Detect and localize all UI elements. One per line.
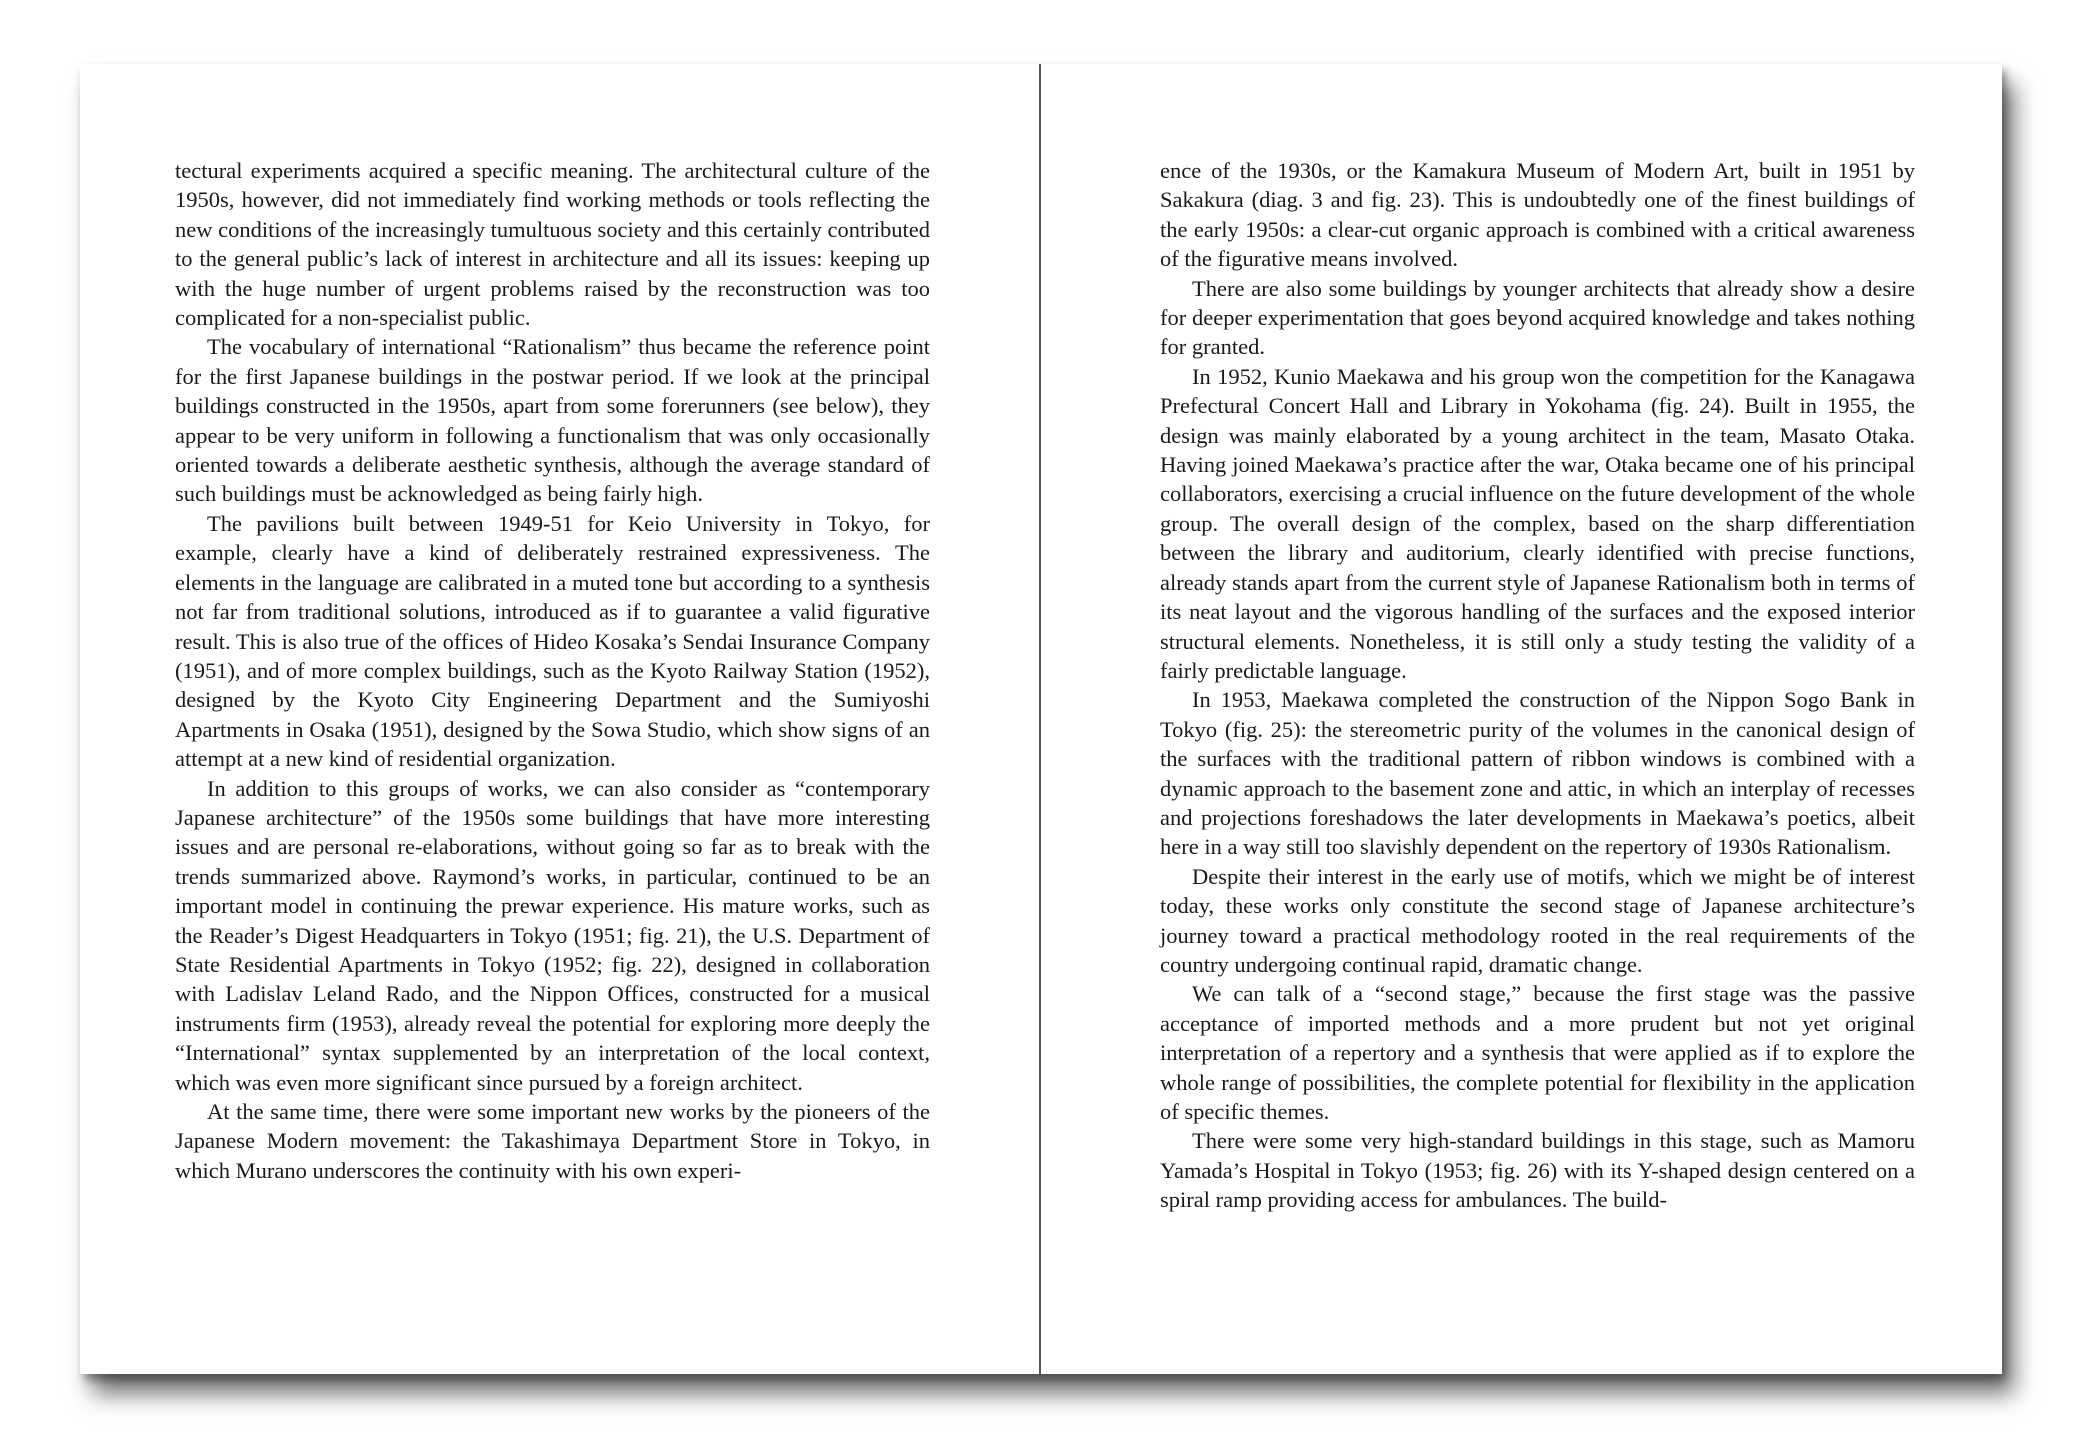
left-paragraph-3: The pavilions built between 1949-51 for Keio University in Tokyo, for example, clearly have a kind of deliberately restrained expressiveness. The elements in the language are calibrated in a muted tone but according to a synthesis not far from traditional solutions, introduced as if to guarantee a valid figurative result. This is also true of the offices of Hideo Kosaka’s Sendai Insurance Company (1951), and of more complex buildings, such as the Kyoto Railway Station (1952), designed by the Kyoto City Engineering Department and the Sumiyoshi Apartments in Osaka (1951), designed by the Sowa Studio, which show signs of an attempt at a new kind of residential organization. xyxy=(175,510,930,772)
book-spread xyxy=(80,64,2002,1374)
left-page xyxy=(175,156,930,1185)
left-paragraph-2: The vocabulary of international “Rationalism” thus became the reference point for the first Japanese buildings in the postwar period. If we look at the principal buildings constructed in the 1950s, apart from some forerunners (see below), they appear to be very uniform in following a functionalism that was only occasionally oriented towards a deliberate aesthetic synthesis, although the average standard of such buildings must be acknowledged as being fairly high. xyxy=(175,334,930,507)
right-paragraph-6: We can talk of a “second stage,” because the first stage was the passive acceptance of imported methods and a more prudent but not yet original interpretation of a repertory and a synthesis that were applied as if to explore the whole range of possibilities, the complete potential for flexibility in the application of specific themes. xyxy=(1160,981,1915,1124)
right-paragraph-2: There are also some buildings by younger architects that already show a desire for deeper experimentation that goes beyond acquired knowledge and takes nothing for granted. xyxy=(1160,275,1915,360)
page-gutter xyxy=(1039,64,1041,1374)
left-paragraph-1: tectural experiments acquired a specific meaning. The architectural culture of the 1950s, however, did not immediately find working methods or tools reflecting the new conditions of the increasingly tumultuous society and this certainly contributed to the general public’s lack of interest in architecture and all its issues: keeping up with the huge number of urgent problems raised by the reconstruction was too complicated for a non-specialist public. xyxy=(175,158,930,331)
left-paragraph-5: At the same time, there were some important new works by the pioneers of the Japanese Modern movement: the Takashimaya Department Store in Tokyo, in which Murano underscores the continuity with his own experi- xyxy=(175,1099,930,1183)
right-paragraph-5: Despite their interest in the early use of motifs, which we might be of interest today, these works only constitute the second stage of Japanese architecture’s journey toward a practical methodology rooted in the real requirements of the country undergoing continual rapid, dramatic change. xyxy=(1160,863,1915,977)
right-paragraph-1: ence of the 1930s, or the Kamakura Museum of Modern Art, built in 1951 by Sakakura (diag. 3 and fig. 23). This is undoubtedly one of the finest buildings of the early 1950s: a clear-cut organic approach is combined with a critical awareness of the figurative means involved. xyxy=(1160,158,1915,272)
right-paragraph-7: There were some very high-standard buildings in this stage, such as Mamoru Yamada’s Hospital in Tokyo (1953; fig. 26) with its Y-shaped design centered on a spiral ramp providing access for ambulances. The build- xyxy=(1160,1128,1915,1213)
left-paragraph-4: In addition to this groups of works, we can also consider as “contemporary Japanese architecture” of the 1950s some buildings that have more interesting issues and are personal re-elaborations, without going so far as to break with the trends summarized above. Raymond’s works, in particular, continued to be an important model in continuing the prewar experience. His mature works, such as the Reader’s Digest Headquarters in Tokyo (1951; fig. 21), the U.S. Department of State Residential Apartments in Tokyo (1952; fig. 22), designed in collaboration with Ladislav Leland Rado, and the Nippon Offices, constructed for a musical instruments firm (1953), already reveal the potential for exploring more deeply the “International” syntax supplemented by an interpretation of the local context, which was even more significant since pursued by a foreign architect. xyxy=(175,775,930,1095)
right-paragraph-3: In 1952, Kunio Maekawa and his group won the competition for the Kanagawa Prefectural Concert Hall and Library in Yokohama (fig. 24). Built in 1955, the design was mainly elaborated by a young architect in the team, Masato Otaka. Having joined Maekawa’s practice after the war, Otaka became one of his principal collaborators, exercising a crucial influence on the future development of the whole group. The overall design of the complex, based on the sharp differentiation between the library and auditorium, clearly identified with precise functions, already stands apart from the current style of Japanese Rationalism both in terms of its neat layout and the vigorous handling of the surfaces and the exposed interior structural elements. Nonetheless, it is still only a study testing the validity of a fairly predictable language. xyxy=(1160,363,1915,683)
right-paragraph-4: In 1953, Maekawa completed the construction of the Nippon Sogo Bank in Tokyo (fig. 25): the stereometric purity of the volumes in the canonical design of the surfaces with the traditional pattern of ribbon windows is combined with a dynamic approach to the basement zone and attic, in which an interplay of recesses and projections foreshadows the later developments in Maekawa’s poetics, albeit here in a way still too slavishly dependent on the repertory of 1930s Rationalism. xyxy=(1160,687,1915,860)
right-page xyxy=(1160,156,1915,1215)
